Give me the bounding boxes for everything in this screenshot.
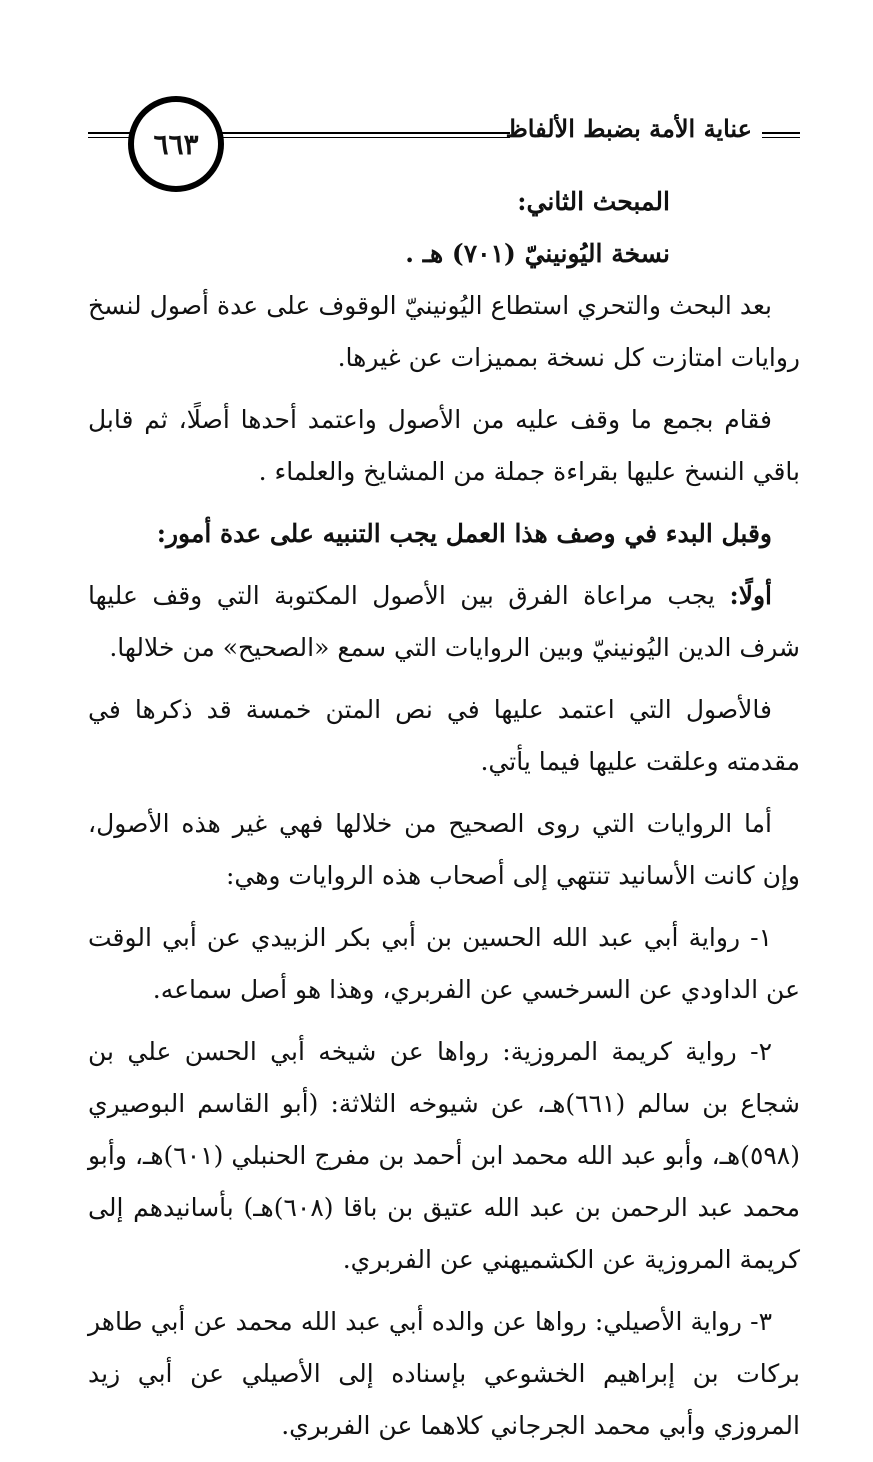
list-item: ١- رواية أبي عبد الله الحسين بن أبي بكر الزبيدي عن أبي الوقت عن الداودي عن السرخسي عن الفربري، وهذا هو أصل سماعه. [88, 923, 800, 1004]
paragraph: فقام بجمع ما وقف عليه من الأصول واعتمد أحدها أصلًا، ثم قابل باقي النسخ عليها بقراءة جملة من المشايخ والعلماء . [88, 405, 800, 486]
page-number-badge [128, 96, 224, 192]
list-item: ٢- رواية كريمة المروزية: رواها عن شيخه أبي الحسن علي بن شجاع بن سالم (٦٦١)هـ، عن شيوخه الثلاثة: (أبو القاسم البوصيري (٥٩٨)هـ، وأبو عبد الله محمد ابن أحمد بن مفرج الحنبلي (٦٠١)هـ، وأبو محمد عبد الرحمن بن عبد الله عتيق بن باقا (٦٠٨)هـ) بأسانيدهم إلى كريمة المروزية عن الكشميهني عن الفربري. [88, 1037, 800, 1274]
paragraph: أما الروايات التي روى الصحيح من خلالها فهي غير هذه الأصول، وإن كانت الأسانيد تنتهي إلى أصحاب هذه الروايات وهي: [88, 809, 800, 890]
header-rule-left [88, 132, 134, 138]
paragraph-bold: وقبل البدء في وصف هذا العمل يجب التنبيه على عدة أمور: [156, 519, 772, 548]
paragraph: بعد البحث والتحري استطاع اليُونينيّ الوقوف على عدة أصول لنسخ روايات امتازت كل نسخة بمميزات عن غيرها. [88, 291, 800, 372]
list-item: ٣- رواية الأصيلي: رواها عن والده أبي عبد الله محمد عن أبي طاهر بركات بن إبراهيم الخشوعي بإسناده إلى الأصيلي عن أبي زيد المروزي وأبي محمد الجرجاني كلاهما عن الفربري. [88, 1307, 800, 1440]
first-point [88, 570, 800, 674]
first-point-text: يجب مراعاة الفرق بين الأصول المكتوبة التي وقف عليها شرف الدين اليُونينيّ وبين الروايات التي سمع «الصحيح» من خلالها. [88, 581, 800, 662]
page-number: ٦٦٣ [153, 127, 199, 161]
header-rule-right [762, 132, 800, 138]
first-point-label: أولًا: [729, 581, 772, 610]
header-rule-middle [218, 132, 510, 138]
section-heading: المبحث الثاني: [517, 187, 670, 216]
running-title: عناية الأمة بضبط الألفاظ [505, 114, 752, 143]
page-body [88, 176, 800, 1462]
paragraph: فالأصول التي اعتمد عليها في نص المتن خمسة قد ذكرها في مقدمته وعلقت عليها فيما يأتي. [88, 695, 800, 776]
section-subheading: نسخة اليُونينيّ (٧٠١) هـ . [405, 239, 670, 268]
